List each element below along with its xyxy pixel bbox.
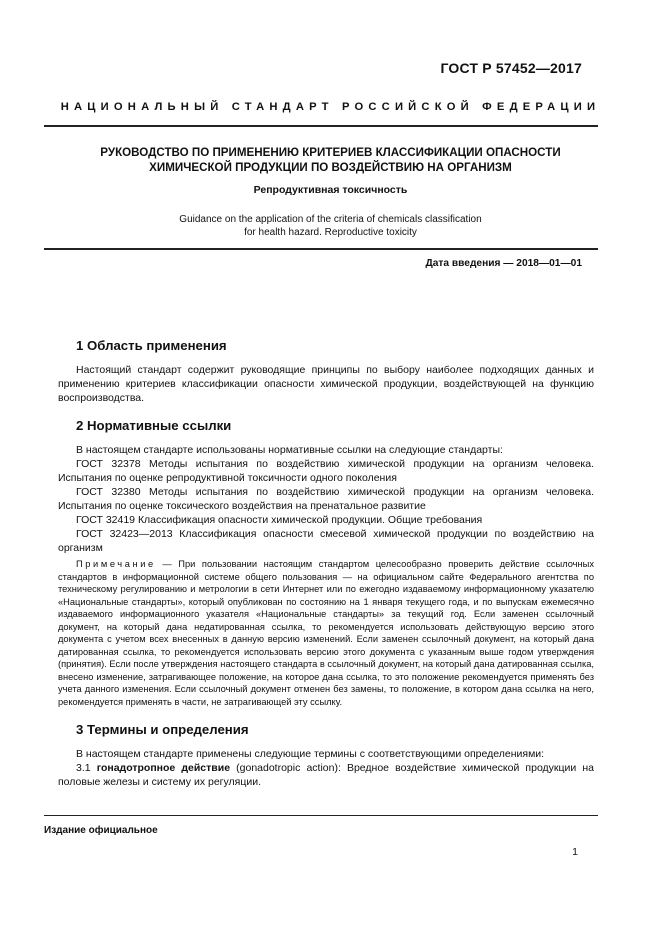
term-name: гонадотропное действие	[96, 762, 231, 774]
title-line-2: ХИМИЧЕСКОЙ ПРОДУКЦИИ ПО ВОЗДЕЙСТВИЮ НА ОРГАНИЗМ	[149, 161, 512, 174]
footer-divider	[44, 815, 598, 816]
section-3-body	[58, 747, 594, 789]
title-line-1: РУКОВОДСТВО ПО ПРИМЕНЕНИЮ КРИТЕРИЕВ КЛАССИФИКАЦИИ ОПАСНОСТИ	[100, 146, 561, 159]
reference-item: ГОСТ 32423—2013 Классификация опасности смесевой химической продукции по воздействию на организм	[58, 528, 594, 554]
document-title	[44, 145, 617, 175]
gost-number: ГОСТ Р 57452—2017	[440, 60, 582, 76]
term-number: 3.1	[76, 762, 97, 774]
section-2-heading: 2 Нормативные ссылки	[76, 418, 232, 433]
section-2-intro: В настоящем стандарте использованы нормативные ссылки на следующие стандарты:	[76, 444, 503, 456]
section-1-text: Настоящий стандарт содержит руководящие принципы по выбору наиболее подходящих данных и применению критериев классификации опасности химической продукции, воздействующей на функцию воспроизводства.	[58, 364, 594, 404]
term-definition	[58, 761, 594, 789]
reference-item: ГОСТ 32419 Классификация опасности химической продукции. Общие требования	[76, 514, 483, 526]
page-number: 1	[572, 846, 578, 858]
section-1-heading: 1 Область применения	[76, 338, 227, 353]
english-title-line-1: Guidance on the application of the criteria of chemicals classification	[179, 214, 482, 225]
official-edition-label: Издание официальное	[44, 825, 158, 836]
note-paragraph	[58, 558, 594, 708]
reference-item: ГОСТ 32380 Методы испытания по воздействию химической продукции на организм человека. Испытания по оценке токсического воздействия на пренатальное развитие	[58, 486, 594, 512]
english-title-line-2: for health hazard. Reproductive toxicity	[244, 227, 417, 238]
english-title	[44, 213, 617, 239]
section-3-heading: 3 Термины и определения	[76, 722, 249, 737]
top-divider	[44, 125, 598, 127]
note-block	[58, 558, 594, 708]
reference-item: ГОСТ 32378 Методы испытания по воздействию химической продукции на организм человека. Испытания по оценке репродуктивной токсичности одного поколения	[58, 458, 594, 484]
title-divider	[44, 248, 598, 250]
note-text: — При пользовании настоящим стандартом целесообразно проверить действие ссылочных стандартов в информационной системе общего пользования — на официальном сайте Федерального агентства по техническому регулированию и метрологии в сети Интернет или по ежегодно издаваемому информационному указателю «Национальные стандарты», который опубликован по состоянию на 1 января текущего года, и по выпускам ежемесячно издаваемого информационного указателя «Национальные стандарты» за текущий год. Если заменен ссылочный документ, на который дана недатированная ссылка, то рекомендуется использовать действующую версию этого документа с учетом всех внесенных в данную версию изменений. Если заменен ссылочный документ, на который дана датированная ссылка, то рекомендуется использовать версию этого документа с указанным выше годом утверждения (принятия). Если после утверждения настоящего стандарта в ссылочный документ, на который дана датированная ссылка, внесено изменение, затрагивающее положение, на которое дана ссылка, то это положение рекомендуется применять без учета данного изменения. Если ссылочный документ отменен без замены, то положение, в котором дана ссылка на него, рекомендуется применять в части, не затрагивающей эту ссылку.	[58, 559, 594, 707]
section-1-body	[58, 363, 594, 405]
section-3-intro: В настоящем стандарте применены следующие термины с соответствующими определениями:	[76, 748, 545, 760]
note-label: Примечание	[76, 559, 156, 569]
national-standard-banner: НАЦИОНАЛЬНЫЙ СТАНДАРТ РОССИЙСКОЙ ФЕДЕРАЦИИ	[60, 101, 601, 113]
introduction-date: Дата введения — 2018—01—01	[425, 258, 582, 269]
document-subtitle: Репродуктивная токсичность	[253, 184, 408, 196]
term-text: (gonadotropic action): Вредное воздействие химической продукции на половые железы и систему их регуляции.	[58, 762, 594, 788]
section-2-body	[58, 443, 594, 555]
